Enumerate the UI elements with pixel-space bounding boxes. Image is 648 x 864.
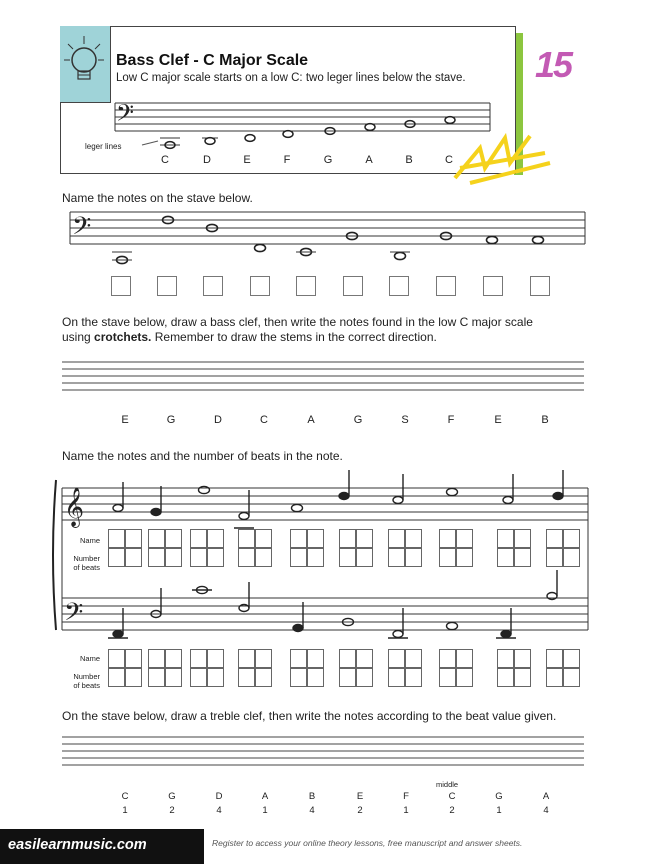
treble-clef-icon: 𝄞 xyxy=(64,487,85,527)
answer-cell[interactable] xyxy=(290,667,307,687)
section4-beat: 4 xyxy=(216,805,222,816)
answer-cell[interactable] xyxy=(307,649,324,669)
answer-cell[interactable] xyxy=(456,547,473,567)
answer-cell[interactable] xyxy=(339,529,356,549)
page-subtitle: Low C major scale starts on a low C: two leger lines below the stave. xyxy=(116,72,466,84)
footer-text: Register to access your online theory lessons, free manuscript and answer sheets. xyxy=(212,838,523,848)
answer-cell[interactable] xyxy=(165,667,182,687)
answer-cell[interactable] xyxy=(190,529,207,549)
answer-cell[interactable] xyxy=(190,667,207,687)
leger-lines-label: leger lines xyxy=(85,142,122,151)
answer-cell[interactable] xyxy=(290,547,307,567)
answer-cell[interactable] xyxy=(405,667,422,687)
answer-cell[interactable] xyxy=(497,547,514,567)
bass-clef-icon: 𝄢 xyxy=(72,212,92,247)
answer-box[interactable] xyxy=(157,276,177,296)
answer-cell[interactable] xyxy=(388,649,405,669)
section2-note: F xyxy=(447,414,455,426)
answer-cell[interactable] xyxy=(339,547,356,567)
answer-cell[interactable] xyxy=(546,649,563,669)
answer-cell[interactable] xyxy=(108,667,125,687)
answer-cell[interactable] xyxy=(356,667,373,687)
footer-logo[interactable]: easilearnmusic.com xyxy=(0,829,204,864)
section4-note: E xyxy=(356,791,364,802)
middle-label: middle xyxy=(436,780,459,789)
answer-cell[interactable] xyxy=(238,649,255,669)
answer-cell[interactable] xyxy=(148,649,165,669)
section2-instruction-line1: On the stave below, draw a bass clef, then write the notes found in the low C major scale xyxy=(62,315,533,329)
answer-cell[interactable] xyxy=(125,529,142,549)
answer-cell[interactable] xyxy=(439,547,456,567)
answer-cell[interactable] xyxy=(456,649,473,669)
answer-cell[interactable] xyxy=(388,529,405,549)
answer-cell[interactable] xyxy=(356,547,373,567)
section4-beat: 1 xyxy=(122,805,128,816)
answer-cell[interactable] xyxy=(307,529,324,549)
section2-note: B xyxy=(541,414,549,426)
section2-blank-stave[interactable] xyxy=(60,358,590,398)
answer-cell[interactable] xyxy=(514,667,531,687)
answer-cell[interactable] xyxy=(405,547,422,567)
scale-note: F xyxy=(283,154,291,166)
answer-cell[interactable] xyxy=(148,667,165,687)
answer-cell[interactable] xyxy=(238,667,255,687)
answer-cell[interactable] xyxy=(290,529,307,549)
answer-cell[interactable] xyxy=(125,649,142,669)
answer-box[interactable] xyxy=(296,276,316,296)
answer-cell[interactable] xyxy=(497,529,514,549)
answer-cell[interactable] xyxy=(405,649,422,669)
answer-cell[interactable] xyxy=(255,667,272,687)
scale-note: C xyxy=(445,154,453,166)
answer-cell[interactable] xyxy=(439,667,456,687)
answer-cell[interactable] xyxy=(207,529,224,549)
scale-note: D xyxy=(203,154,211,166)
answer-cell[interactable] xyxy=(356,529,373,549)
answer-cell[interactable] xyxy=(125,547,142,567)
section2-note: G xyxy=(166,414,176,426)
answer-cell[interactable] xyxy=(165,529,182,549)
answer-cell[interactable] xyxy=(207,547,224,567)
section4-note: F xyxy=(403,791,409,802)
answer-cell[interactable] xyxy=(546,547,563,567)
section4-instruction: On the stave below, draw a treble clef, then write the notes according to the beat value given. xyxy=(62,709,557,723)
answer-cell[interactable] xyxy=(339,667,356,687)
section4-note: C xyxy=(121,791,129,802)
answer-cell[interactable] xyxy=(307,667,324,687)
answer-cell[interactable] xyxy=(339,649,356,669)
answer-cell[interactable] xyxy=(307,547,324,567)
answer-cell[interactable] xyxy=(356,649,373,669)
bass-clef-icon: 𝄢 xyxy=(64,598,84,633)
bass-clef-icon: 𝄢 xyxy=(116,99,135,132)
section4-blank-stave[interactable] xyxy=(60,733,590,773)
section4-beat: 2 xyxy=(449,805,455,816)
scale-note: A xyxy=(365,154,373,166)
scale-note: B xyxy=(405,154,413,166)
section4-note: D xyxy=(215,791,223,802)
answer-cell[interactable] xyxy=(563,529,580,549)
section2-note: A xyxy=(307,414,315,426)
answer-cell[interactable] xyxy=(563,667,580,687)
section2-instruction-line2: using crotchets. Remember to draw the stems in the correct direction. xyxy=(62,330,437,344)
answer-cell[interactable] xyxy=(165,649,182,669)
scale-note: G xyxy=(323,154,333,166)
section2-note: E xyxy=(494,414,502,426)
section2-note: G xyxy=(353,414,363,426)
answer-cell[interactable] xyxy=(290,649,307,669)
row-label-name: Name xyxy=(79,654,100,663)
answer-cell[interactable] xyxy=(255,649,272,669)
answer-cell[interactable] xyxy=(190,649,207,669)
answer-box[interactable] xyxy=(343,276,363,296)
answer-cell[interactable] xyxy=(108,649,125,669)
answer-cell[interactable] xyxy=(546,529,563,549)
answer-cell[interactable] xyxy=(405,529,422,549)
section3-instruction: Name the notes and the number of beats in the note. xyxy=(62,449,343,463)
section4-beat: 4 xyxy=(543,805,549,816)
section2-note: E xyxy=(121,414,129,426)
answer-cell[interactable] xyxy=(165,547,182,567)
answer-cell[interactable] xyxy=(563,649,580,669)
answer-box[interactable] xyxy=(250,276,270,296)
answer-cell[interactable] xyxy=(439,649,456,669)
section4-beat: 1 xyxy=(403,805,409,816)
answer-cell[interactable] xyxy=(148,547,165,567)
answer-cell[interactable] xyxy=(108,529,125,549)
section4-note: A xyxy=(261,791,269,802)
section1-stave xyxy=(60,206,590,271)
answer-cell[interactable] xyxy=(108,547,125,567)
page-number-badge: 15 xyxy=(535,44,572,85)
answer-box[interactable] xyxy=(483,276,503,296)
lightbulb-panel xyxy=(60,26,111,103)
answer-cell[interactable] xyxy=(148,529,165,549)
section4-note: A xyxy=(542,791,550,802)
answer-cell[interactable] xyxy=(388,547,405,567)
scale-note: C xyxy=(161,154,169,166)
answer-box[interactable] xyxy=(530,276,550,296)
answer-cell[interactable] xyxy=(388,667,405,687)
answer-cell[interactable] xyxy=(514,529,531,549)
answer-cell[interactable] xyxy=(238,547,255,567)
answer-cell[interactable] xyxy=(563,547,580,567)
section2-note: C xyxy=(260,414,268,426)
answer-cell[interactable] xyxy=(207,667,224,687)
row-label-beats: Number of beats xyxy=(73,554,100,572)
row-label-name: Name xyxy=(79,536,100,545)
answer-cell[interactable] xyxy=(456,667,473,687)
answer-cell[interactable] xyxy=(125,667,142,687)
answer-cell[interactable] xyxy=(497,649,514,669)
scribble-decoration xyxy=(450,128,560,188)
section4-note: G xyxy=(495,791,503,802)
answer-cell[interactable] xyxy=(439,529,456,549)
section1-instruction: Name the notes on the stave below. xyxy=(62,191,253,205)
answer-cell[interactable] xyxy=(514,649,531,669)
answer-cell[interactable] xyxy=(255,547,272,567)
section4-beat: 4 xyxy=(309,805,315,816)
answer-cell[interactable] xyxy=(207,649,224,669)
answer-box[interactable] xyxy=(389,276,409,296)
lightbulb-icon xyxy=(60,26,110,102)
section4-beat: 1 xyxy=(262,805,268,816)
scale-note: E xyxy=(243,154,251,166)
answer-cell[interactable] xyxy=(546,667,563,687)
row-label-beats: Number of beats xyxy=(73,672,100,690)
section2-note: S xyxy=(401,414,409,426)
answer-box[interactable] xyxy=(111,276,131,296)
answer-cell[interactable] xyxy=(255,529,272,549)
section4-note: C xyxy=(448,791,456,802)
section4-note: B xyxy=(308,791,316,802)
answer-box[interactable] xyxy=(436,276,456,296)
answer-cell[interactable] xyxy=(190,547,207,567)
page-title: Bass Clef - C Major Scale xyxy=(116,52,309,69)
section4-beat: 2 xyxy=(169,805,175,816)
section4-beat: 2 xyxy=(357,805,363,816)
section2-note: D xyxy=(214,414,222,426)
answer-cell[interactable] xyxy=(514,547,531,567)
section4-note: G xyxy=(168,791,176,802)
section4-beat: 1 xyxy=(496,805,502,816)
answer-cell[interactable] xyxy=(238,529,255,549)
answer-cell[interactable] xyxy=(497,667,514,687)
answer-box[interactable] xyxy=(203,276,223,296)
answer-cell[interactable] xyxy=(456,529,473,549)
